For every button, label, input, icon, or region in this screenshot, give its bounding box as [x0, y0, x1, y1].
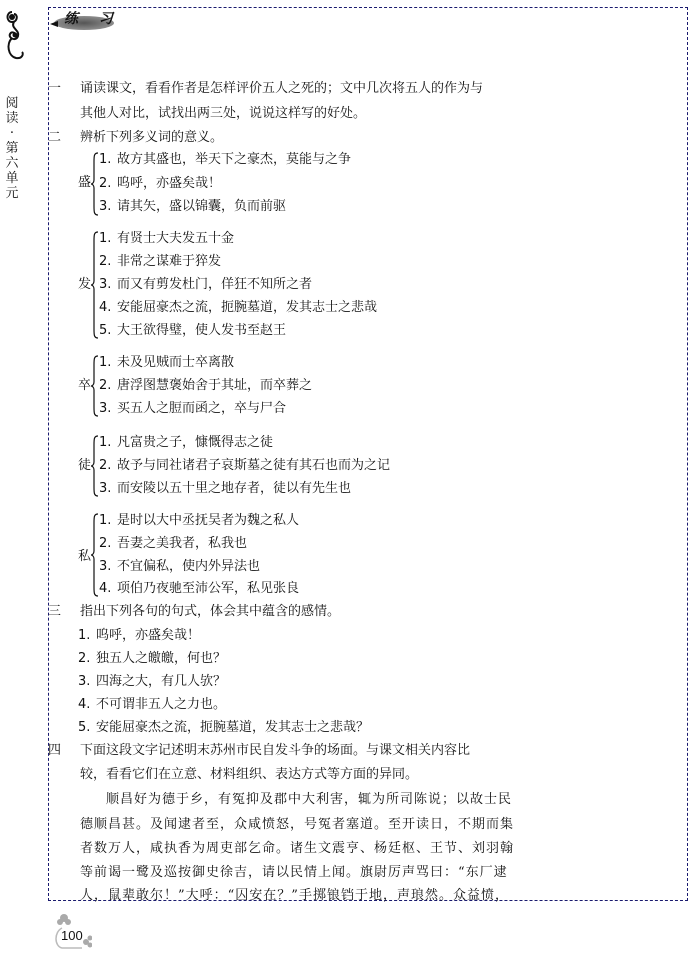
side-char: 元	[5, 186, 19, 201]
polysemy-item: 1. 未及见贼而士卒离散	[99, 355, 235, 370]
question-text: 下面这段文字记述明末苏州市民自发斗争的场面。与课文相关内容比	[80, 743, 471, 758]
polysemy-item: 3. 请其矢，盛以锦囊，负而前驱	[99, 199, 287, 214]
question-number: 二	[48, 130, 62, 145]
polysemy-item: 1. 是时以大中丞抚吴者为魏之私人	[99, 513, 300, 528]
polysemy-word: 徒	[78, 458, 92, 473]
passage-line: 等前谒一鹭及巡按御史徐吉，请以民情上闻。旗尉厉声骂曰：“东厂逮	[80, 865, 508, 880]
question-number: 一	[48, 81, 62, 96]
brace-icon	[91, 513, 99, 597]
unit-side-label	[4, 96, 20, 201]
question-text: 其他人对比，试找出两三处，说说这样写的好处。	[80, 106, 367, 121]
polysemy-item: 2. 呜呼，亦盛矣哉！	[99, 176, 222, 191]
question-number: 四	[48, 743, 62, 758]
decorative-swirl-icon	[4, 8, 26, 62]
section-title: 练 习	[64, 11, 121, 27]
passage-line: 顺昌好为德于乡，有冤抑及郡中大利害，辄为所司陈说；以故士民	[106, 792, 513, 807]
side-char: 读	[5, 111, 19, 126]
brace-icon	[91, 435, 99, 497]
sentence-item: 3. 四海之大，有几人欤？	[78, 674, 227, 689]
polysemy-item: 2. 故予与同社诸君子哀斯墓之徒有其石也而为之记	[99, 458, 391, 473]
side-char: 阅	[5, 96, 19, 111]
question-text: 较，看看它们在立意、材料组织、表达方式等方面的异同。	[80, 767, 419, 782]
side-char: ·	[9, 126, 15, 141]
passage-line: 人，鼠辈敢尔！”大呼：“囚安在？”手掷锒铛于地，声琅然。众益愤，	[80, 888, 509, 903]
side-char: 第	[5, 141, 19, 156]
polysemy-item: 3. 而又有剪发杜门，佯狂不知所之者	[99, 277, 313, 292]
brace-icon	[91, 231, 99, 339]
sentence-item: 2. 独五人之皦皦，何也？	[78, 651, 227, 666]
page-number: 100	[61, 928, 83, 943]
polysemy-item: 3. 不宜偏私，使内外异法也	[99, 559, 261, 574]
question-text: 指出下列各句的句式，体会其中蕴含的感情。	[80, 604, 341, 619]
polysemy-item: 1. 有贤士大夫发五十金	[99, 231, 235, 246]
polysemy-item: 4. 安能屈豪杰之流，扼腕墓道，发其志士之悲哉	[99, 300, 378, 315]
polysemy-word: 卒	[78, 378, 92, 393]
polysemy-item: 5. 大王欲得璧，使人发书至赵王	[99, 323, 287, 338]
polysemy-word: 盛	[78, 175, 92, 190]
passage-line: 者数万人，咸执香为周吏部乞命。诸生文震亨、杨廷枢、王节、刘羽翰	[80, 841, 515, 856]
question-text: 诵读课文，看看作者是怎样评价五人之死的；文中几次将五人的作为与	[80, 81, 484, 96]
sentence-item: 5. 安能屈豪杰之流，扼腕墓道，发其志士之悲哉？	[78, 720, 370, 735]
polysemy-item: 2. 唐浮图慧褒始舍于其址，而卒葬之	[99, 378, 313, 393]
polysemy-item: 1. 故方其盛也，举天下之豪杰，莫能与之争	[99, 152, 352, 167]
polysemy-item: 3. 而安陵以五十里之地存者，徒以有先生也	[99, 481, 352, 496]
polysemy-item: 2. 吾妻之美我者，私我也	[99, 536, 248, 551]
sentence-item: 1. 呜呼，亦盛矣哉！	[78, 628, 201, 643]
polysemy-item: 1. 凡富贵之子，慷慨得志之徒	[99, 435, 274, 450]
question-number: 三	[48, 604, 62, 619]
question-text: 辨析下列多义词的意义。	[80, 130, 224, 145]
polysemy-word: 发	[78, 277, 92, 292]
polysemy-item: 3. 买五人之脰而函之，卒与尸合	[99, 401, 287, 416]
brace-icon	[91, 152, 99, 216]
sentence-item: 4. 不可谓非五人之力也。	[78, 697, 227, 712]
polysemy-word: 私	[78, 549, 92, 564]
brace-icon	[91, 355, 99, 417]
polysemy-item: 4. 项伯乃夜驰至沛公军，私见张良	[99, 581, 300, 596]
polysemy-item: 2. 非常之谋难于猝发	[99, 254, 222, 269]
passage-line: 德顺昌甚。及闻逮者至，众咸愤怒，号冤者塞道。至开读日，不期而集	[80, 817, 515, 832]
side-char: 六	[5, 156, 19, 171]
side-char: 单	[5, 171, 19, 186]
